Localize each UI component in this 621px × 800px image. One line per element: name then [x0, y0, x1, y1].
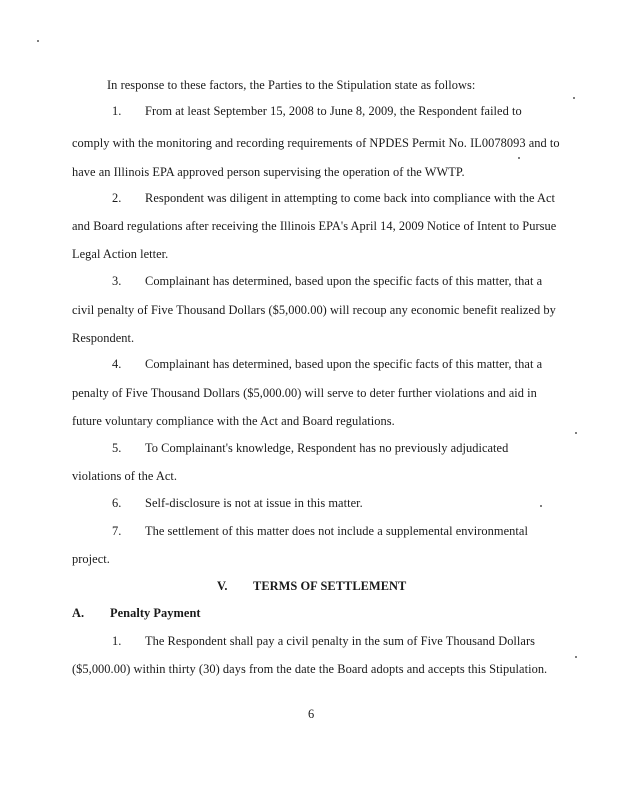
- scan-speck: [575, 432, 577, 434]
- intro-paragraph: In response to these factors, the Parties to the Stipulation state as follows:: [107, 78, 476, 92]
- item-1-line-1: From at least September 15, 2008 to June 8, 2009, the Respondent failed to: [145, 104, 522, 118]
- item-1-number: 1.: [112, 104, 122, 118]
- item-1-line-3: have an Illinois EPA approved person supervising the operation of the WWTP.: [72, 165, 465, 179]
- section-number: V.: [217, 579, 228, 593]
- payment-line-1: The Respondent shall pay a civil penalty in the sum of Five Thousand Dollars: [145, 634, 536, 648]
- item-2-line-1: Respondent was diligent in attempting to come back into compliance with the Act: [145, 191, 555, 205]
- item-5-line-1: To Complainant's knowledge, Respondent has no previously adjudicated: [145, 441, 509, 455]
- item-3-number: 3.: [112, 274, 122, 288]
- item-3-line-1: Complainant has determined, based upon the specific facts of this matter, that a: [145, 274, 543, 288]
- item-5-line-2: violations of the Act.: [72, 469, 178, 483]
- item-7-number: 7.: [112, 524, 122, 538]
- item-2-line-3: Legal Action letter.: [72, 247, 169, 261]
- scan-speck: [540, 505, 542, 507]
- item-2-number: 2.: [112, 191, 122, 205]
- scan-speck: [518, 157, 520, 159]
- item-4-number: 4.: [112, 357, 122, 371]
- item-4-line-2: penalty of Five Thousand Dollars ($5,000.00) will serve to deter further violations and aid in: [72, 386, 537, 400]
- subsection-title: Penalty Payment: [110, 606, 201, 620]
- page-number: 6: [308, 707, 315, 721]
- item-7-line-1: The settlement of this matter does not include a supplemental environmental: [145, 524, 528, 538]
- payment-line-2: ($5,000.00) within thirty (30) days from the date the Board adopts and accepts this Stipulation.: [72, 662, 548, 676]
- payment-number: 1.: [112, 634, 122, 648]
- item-2-line-2: and Board regulations after receiving the Illinois EPA's April 14, 2009 Notice of Intent to Pursue: [72, 219, 557, 233]
- item-1-line-2: comply with the monitoring and recording requirements of NPDES Permit No. IL0078093 and to: [72, 136, 560, 150]
- section-title: TERMS OF SETTLEMENT: [253, 579, 407, 593]
- item-5-number: 5.: [112, 441, 122, 455]
- item-3-line-3: Respondent.: [72, 331, 135, 345]
- item-6-line-1: Self-disclosure is not at issue in this matter.: [145, 496, 363, 510]
- item-7-line-2: project.: [72, 552, 110, 566]
- item-3-line-2: civil penalty of Five Thousand Dollars ($5,000.00) will recoup any economic benefit realized by: [72, 303, 556, 317]
- scan-speck: [37, 40, 39, 42]
- item-4-line-3: future voluntary compliance with the Act and Board regulations.: [72, 414, 395, 428]
- scan-speck: [573, 97, 575, 99]
- subsection-letter: A.: [72, 606, 85, 620]
- item-6-number: 6.: [112, 496, 122, 510]
- scan-speck: [575, 656, 577, 658]
- item-4-line-1: Complainant has determined, based upon the specific facts of this matter, that a: [145, 357, 543, 371]
